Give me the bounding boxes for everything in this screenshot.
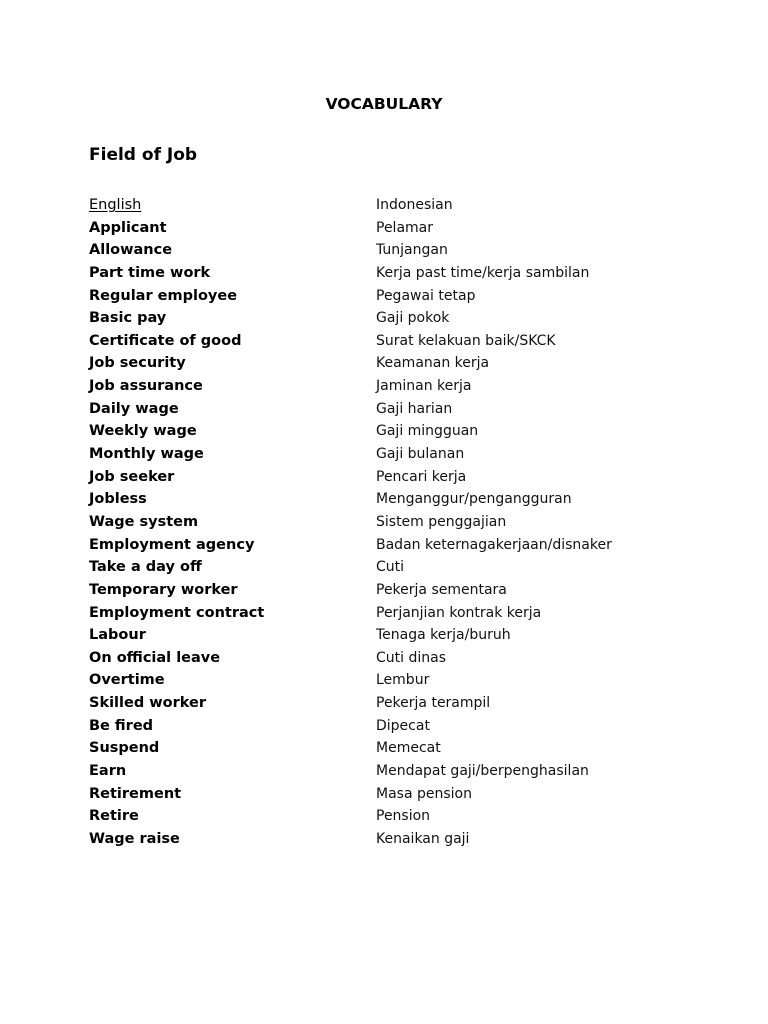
term-indonesian: Pekerja terampil — [376, 695, 491, 712]
term-english: Daily wage — [89, 400, 179, 417]
table-row — [89, 579, 709, 602]
term-indonesian: Memecat — [376, 740, 441, 757]
term-indonesian: Pension — [376, 808, 431, 825]
term-indonesian: Kerja past time/kerja sambilan — [376, 264, 590, 281]
table-row — [89, 488, 709, 511]
term-english: Weekly wage — [89, 423, 197, 440]
document-title: VOCABULARY — [325, 95, 443, 113]
column-header-english: English — [89, 197, 142, 213]
table-row — [89, 466, 709, 489]
table-header-row — [89, 194, 709, 217]
term-english: Jobless — [89, 491, 147, 508]
term-indonesian: Kenaikan gaji — [376, 830, 470, 847]
term-english: Job seeker — [89, 468, 175, 485]
term-indonesian: Perjanjian kontrak kerja — [376, 604, 542, 621]
table-row — [89, 715, 709, 738]
term-indonesian: Keamanan kerja — [376, 355, 490, 372]
table-row — [89, 692, 709, 715]
term-english: Retire — [89, 808, 139, 825]
term-english: Wage raise — [89, 830, 180, 847]
table-row — [89, 307, 709, 330]
table-row — [89, 420, 709, 443]
term-indonesian: Lembur — [376, 672, 430, 689]
column-header-indonesian: Indonesian — [376, 197, 453, 213]
term-english: Suspend — [89, 740, 160, 757]
term-indonesian: Gaji pokok — [376, 310, 450, 327]
term-indonesian: Badan keternagakerjaan/disnaker — [376, 536, 612, 553]
term-indonesian: Pencari kerja — [376, 468, 467, 485]
term-indonesian: Sistem penggajian — [376, 513, 507, 530]
term-indonesian: Menganggur/pengangguran — [376, 491, 572, 508]
term-english: Skilled worker — [89, 695, 207, 712]
term-indonesian: Pelamar — [376, 219, 433, 236]
term-english: Certificate of good — [89, 332, 242, 349]
term-english: Take a day off — [89, 559, 202, 576]
table-row — [89, 262, 709, 285]
table-row — [89, 534, 709, 557]
table-row — [89, 285, 709, 308]
term-indonesian: Tenaga kerja/buruh — [376, 627, 511, 644]
term-english: Overtime — [89, 672, 165, 689]
table-row — [89, 783, 709, 806]
term-english: Job security — [89, 355, 186, 372]
term-english: Job assurance — [89, 378, 203, 395]
term-indonesian: Mendapat gaji/berpenghasilan — [376, 763, 589, 780]
term-english: Regular employee — [89, 287, 238, 304]
term-indonesian: Cuti — [376, 559, 405, 576]
table-row — [89, 669, 709, 692]
table-row — [89, 647, 709, 670]
term-english: Allowance — [89, 242, 173, 259]
table-row — [89, 805, 709, 828]
term-english: On official leave — [89, 649, 221, 666]
term-english: Basic pay — [89, 310, 167, 327]
section-heading: Field of Job — [89, 145, 198, 165]
term-indonesian: Dipecat — [376, 717, 430, 734]
table-row — [89, 828, 709, 851]
table-row — [89, 511, 709, 534]
term-english: Monthly wage — [89, 446, 204, 463]
term-indonesian: Jaminan kerja — [376, 378, 472, 395]
term-english: Applicant — [89, 219, 167, 236]
term-indonesian: Gaji bulanan — [376, 446, 465, 463]
term-indonesian: Pegawai tetap — [376, 287, 476, 304]
term-indonesian: Cuti dinas — [376, 649, 446, 666]
term-english: Earn — [89, 763, 127, 780]
term-indonesian: Pekerja sementara — [376, 581, 507, 598]
table-row — [89, 556, 709, 579]
vocabulary-table — [89, 194, 709, 851]
table-row — [89, 239, 709, 262]
table-row — [89, 737, 709, 760]
table-row — [89, 443, 709, 466]
term-english: Part time work — [89, 264, 211, 281]
table-row — [89, 624, 709, 647]
table-body — [89, 217, 709, 851]
table-row — [89, 602, 709, 625]
table-row — [89, 375, 709, 398]
term-english: Retirement — [89, 785, 182, 802]
table-row — [89, 330, 709, 353]
table-row — [89, 217, 709, 240]
term-indonesian: Masa pension — [376, 785, 472, 802]
table-row — [89, 352, 709, 375]
table-row — [89, 398, 709, 421]
term-english: Labour — [89, 627, 146, 644]
term-english: Employment contract — [89, 604, 265, 621]
term-english: Employment agency — [89, 536, 255, 553]
term-indonesian: Tunjangan — [376, 242, 448, 259]
term-indonesian: Surat kelakuan baik/SKCK — [376, 332, 556, 349]
term-english: Temporary worker — [89, 581, 238, 598]
term-english: Be fired — [89, 717, 154, 734]
term-english: Wage system — [89, 513, 199, 530]
table-row — [89, 760, 709, 783]
term-indonesian: Gaji mingguan — [376, 423, 479, 440]
term-indonesian: Gaji harian — [376, 400, 453, 417]
